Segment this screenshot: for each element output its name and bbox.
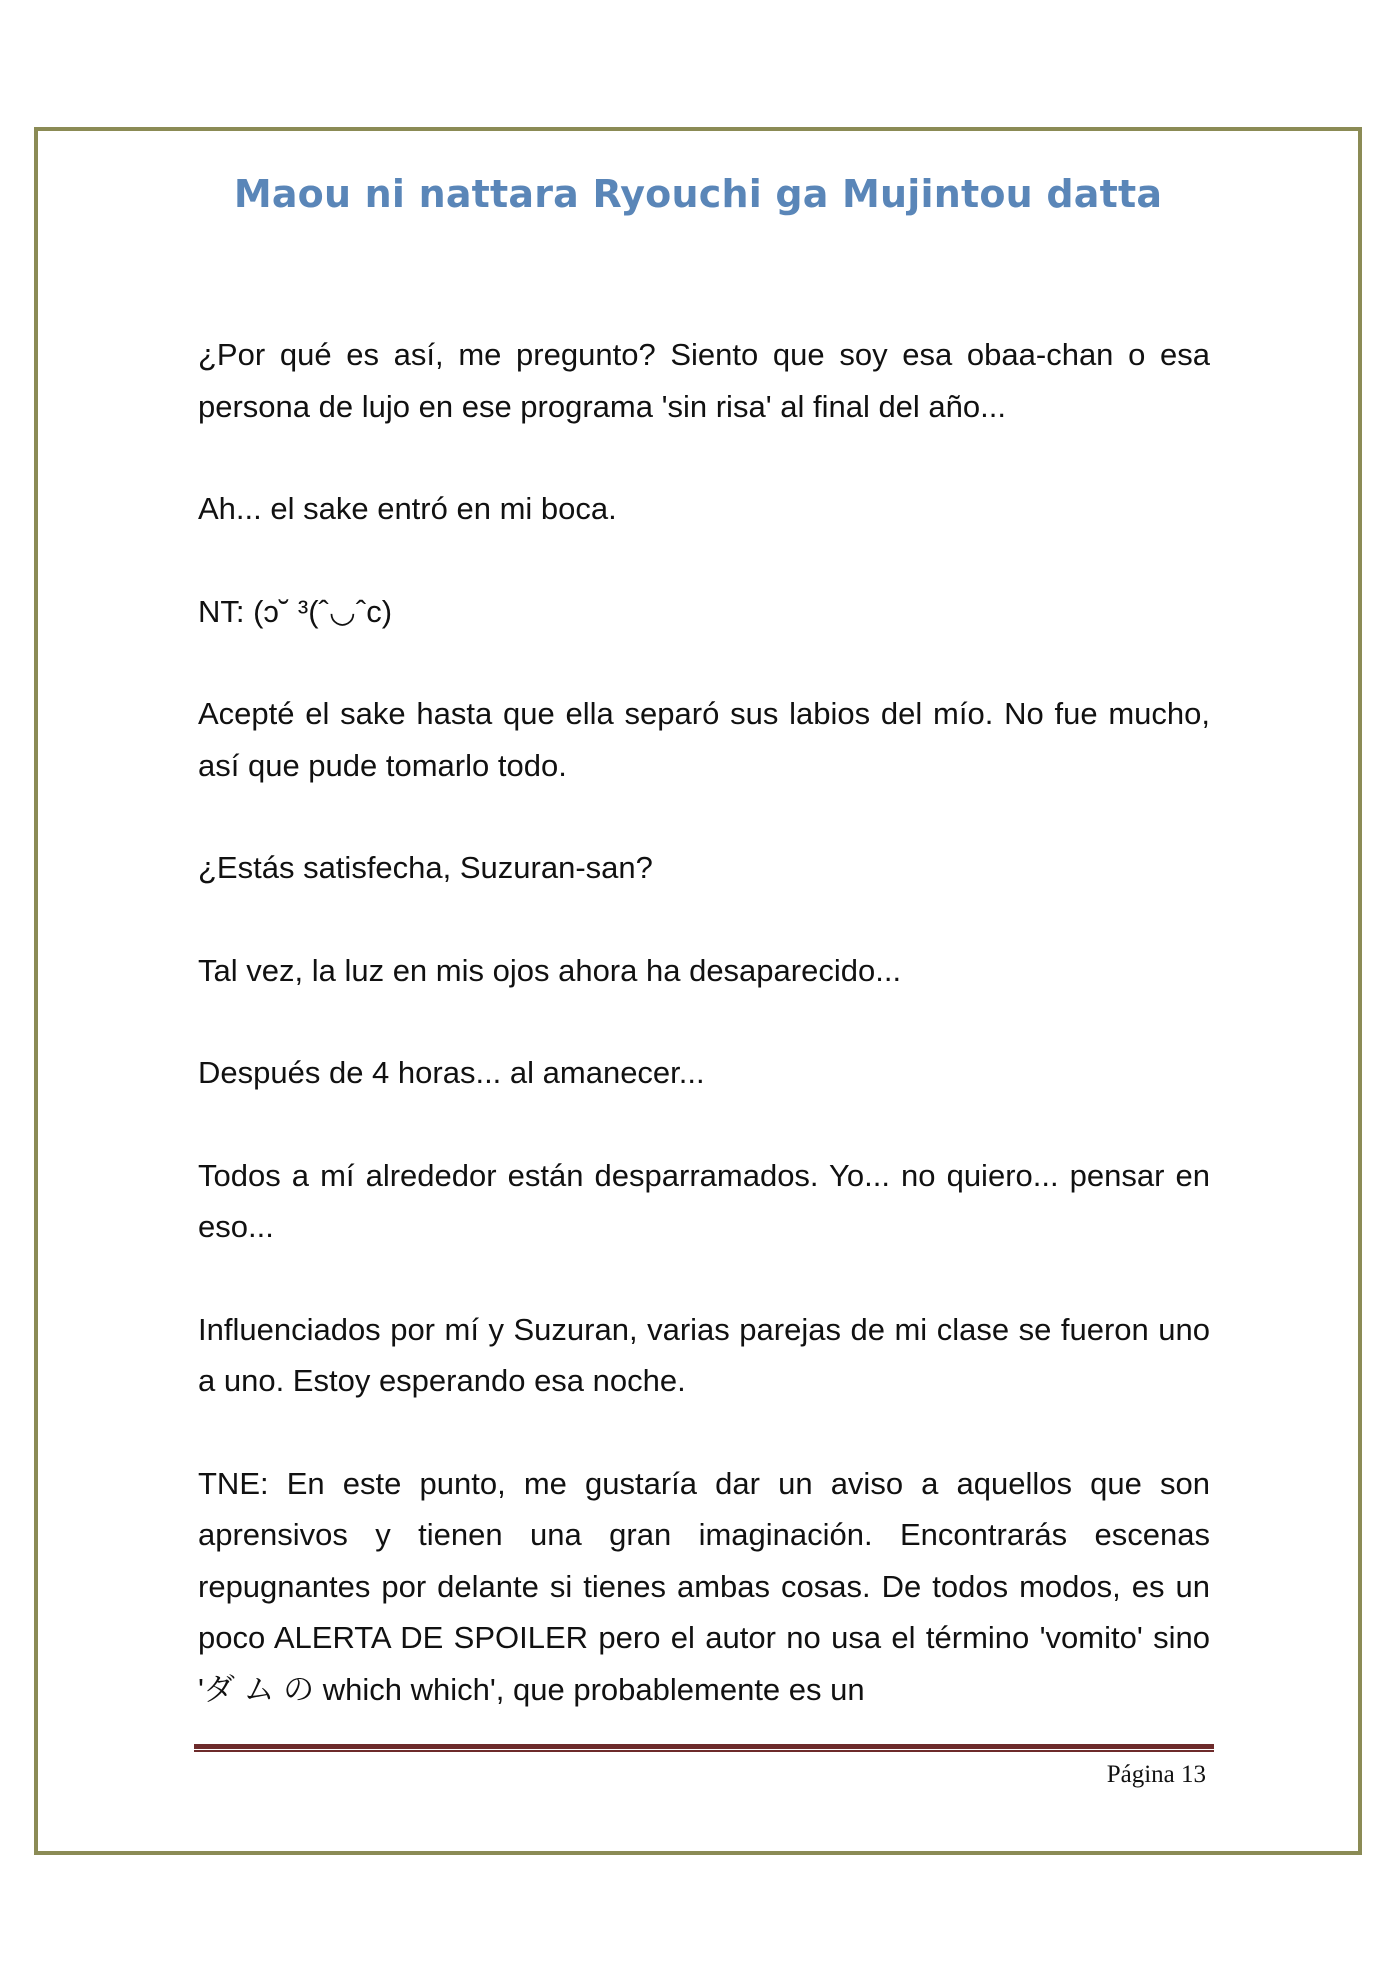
paragraph-3: NT: (ɔ˘ ³(ˆ◡ˆc) [198,593,393,629]
page-number: Página 13 [1106,1761,1206,1788]
paragraph-1: ¿Por qué es así, me pregunto? Siento que soy esa obaa-chan o esa persona de lujo en ese programa 'sin risa' al final del año... [198,337,1210,424]
paragraph-8: Todos a mí alrededor están desparramados. Yo... no quiero... pensar en eso... [198,1157,1210,1244]
paragraph-6: Tal vez, la luz en mis ojos ahora ha desaparecido... [198,952,902,988]
paragraph-4: Acepté el sake hasta que ella separó sus labios del mío. No fue mucho, así que pude tomarlo todo. [198,696,1210,783]
document-title: Maou ni nattara Ryouchi ga Mujintou datta [233,172,1163,216]
paragraph-10: TNE: En este punto, me gustaría dar un aviso a aquellos que son aprensivos y tienen una gran imaginación. Encontrarás escenas repugnantes por delante si tienes ambas cosas. De todos modos, es un poco ALERTA DE SPOILER pero el autor no usa el término 'vomito' sino 'ダ ム の which which', que probablemente es un [198,1465,1210,1707]
page-frame [34,127,1362,1855]
paragraph-9: Influenciados por mí y Suzuran, varias parejas de mi clase se fueron uno a uno. Estoy esperando esa noche. [198,1311,1210,1398]
body-text [198,329,1210,1715]
paragraph-2: Ah... el sake entró en mi boca. [198,491,617,526]
footer-divider [194,1744,1214,1752]
paragraph-7: Después de 4 horas... al amanecer... [198,1055,705,1090]
paragraph-5: ¿Estás satisfecha, Suzuran-san? [198,850,653,885]
